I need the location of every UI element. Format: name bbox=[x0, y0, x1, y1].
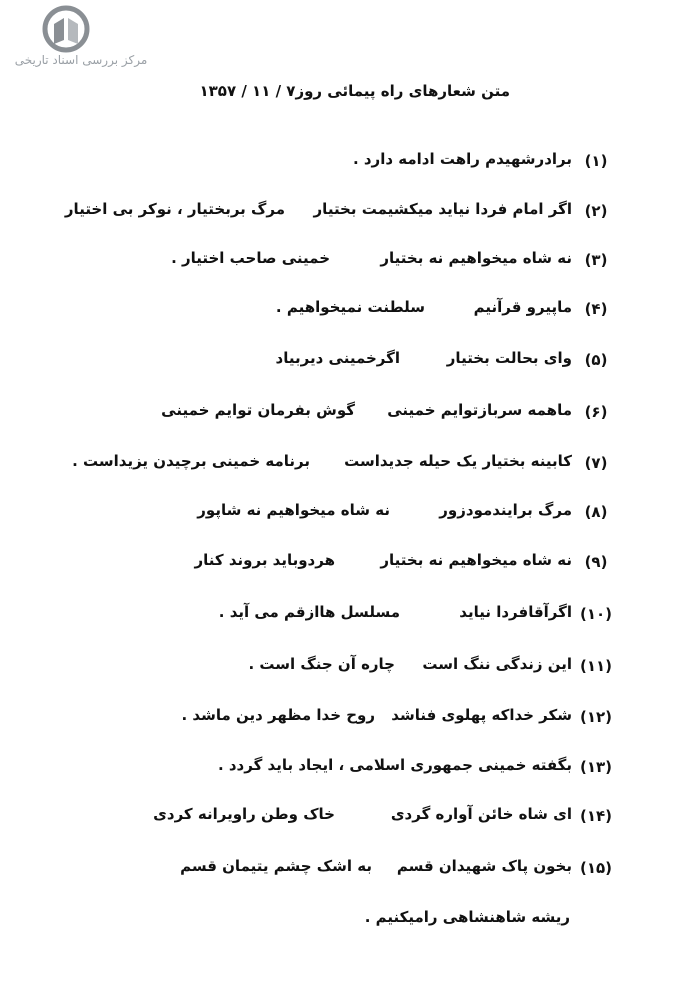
slogan-text: مرگ برایندمودزور bbox=[439, 501, 572, 519]
slogan-number: (۵) bbox=[584, 351, 608, 369]
slogan-text-second: روح خدا مظهر دین ماشد . bbox=[181, 706, 375, 724]
slogan-row bbox=[0, 908, 700, 934]
slogan-text-second: مسلسل هاازقم می آید . bbox=[218, 603, 400, 621]
archive-logo-label: مرکز بررسی اسناد تاریخی bbox=[14, 53, 148, 67]
slogan-row bbox=[0, 349, 700, 375]
slogan-text-second: چاره آن جنگ است . bbox=[248, 655, 395, 673]
slogan-text-second: خمینی صاحب اختیار . bbox=[171, 249, 330, 267]
slogan-text: بگفته خمینی جمهوری اسلامی ، ایجاد باید گردد . bbox=[217, 756, 572, 774]
slogan-number: (۱۲) bbox=[579, 708, 613, 726]
slogan-row bbox=[0, 706, 700, 732]
document-title: متن شعارهای راه پیمائی روز۷ / ۱۱ / ۱۳۵۷ bbox=[199, 82, 510, 100]
slogan-text-second: مرگ بربختیار ، نوکر بی اختیار bbox=[64, 200, 285, 218]
slogan-text-second: به اشک چشم یتیمان قسم bbox=[180, 857, 372, 875]
slogan-number: (۲) bbox=[584, 202, 608, 220]
slogan-row bbox=[0, 857, 700, 883]
slogan-text: ماهمه سربازتوایم خمینی bbox=[387, 401, 572, 419]
slogan-number: (۳) bbox=[584, 251, 608, 269]
slogan-number: (۹) bbox=[584, 553, 608, 571]
slogan-text: شکر خداکه پهلوی فناشد bbox=[391, 706, 572, 724]
slogan-row bbox=[0, 249, 700, 275]
slogan-number: (۷) bbox=[584, 454, 608, 472]
slogan-text: ای شاه خائن آواره گردی bbox=[390, 805, 572, 823]
slogan-row bbox=[0, 655, 700, 681]
slogan-row bbox=[0, 805, 700, 831]
slogan-text-second: سلطنت نمیخواهیم . bbox=[275, 298, 425, 316]
slogan-number: (۱۳) bbox=[579, 758, 613, 776]
slogan-number: (۸) bbox=[584, 503, 608, 521]
slogan-text: اگر امام فردا نیاید میکشیمت بختیار bbox=[313, 200, 572, 218]
slogan-row bbox=[0, 603, 700, 629]
slogan-text: این زندگی ننگ است bbox=[422, 655, 572, 673]
slogan-text-second: گوش بفرمان توایم خمینی bbox=[161, 401, 355, 419]
slogan-number: (۱) bbox=[584, 152, 608, 170]
slogan-number: (۱۵) bbox=[579, 859, 613, 877]
slogan-text: نه شاه میخواهیم نه بختیار bbox=[380, 551, 572, 569]
slogan-row bbox=[0, 756, 700, 782]
slogan-row bbox=[0, 401, 700, 427]
slogan-text-second: اگرخمینی دیربیاد bbox=[275, 349, 400, 367]
slogan-text-second: هردوباید بروند کنار bbox=[194, 551, 335, 569]
slogan-row bbox=[0, 200, 700, 226]
slogan-text: وای بحالت بختیار bbox=[446, 349, 572, 367]
slogan-number: (۶) bbox=[584, 403, 608, 421]
archive-logo-icon bbox=[30, 4, 102, 58]
slogan-text: اگرآقافردا نیاید bbox=[459, 603, 572, 621]
slogan-row bbox=[0, 501, 700, 527]
slogan-text: کابینه بختیار یک حیله جدیداست bbox=[344, 452, 572, 470]
slogan-number: (۱۰) bbox=[579, 605, 613, 623]
slogan-text-second: خاک وطن راویرانه کردی bbox=[153, 805, 335, 823]
slogan-text-second: برنامه خمینی برچیدن یزیداست . bbox=[72, 452, 310, 470]
slogan-text: ریشه شاهنشاهی رامیکنیم . bbox=[364, 908, 570, 926]
slogan-row bbox=[0, 452, 700, 478]
slogan-text: برادرشهیدم راهت ادامه دارد . bbox=[352, 150, 572, 168]
slogan-row bbox=[0, 150, 700, 176]
slogan-text: بخون پاک شهیدان قسم bbox=[396, 857, 572, 875]
slogan-row bbox=[0, 551, 700, 577]
slogan-text: نه شاه میخواهیم نه بختیار bbox=[380, 249, 572, 267]
slogan-number: (۱۱) bbox=[579, 657, 613, 675]
slogan-number: (۱۴) bbox=[579, 807, 613, 825]
slogan-row bbox=[0, 298, 700, 324]
slogan-text-second: نه شاه میخواهیم نه شاپور bbox=[197, 501, 390, 519]
slogan-text: ماپیرو قرآنیم bbox=[473, 298, 572, 316]
slogan-number: (۴) bbox=[584, 300, 608, 318]
